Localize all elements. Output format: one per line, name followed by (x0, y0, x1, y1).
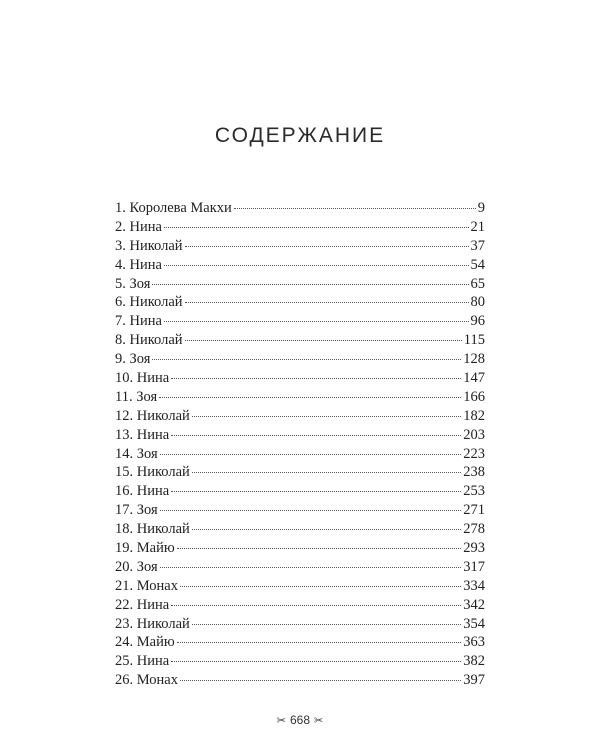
toc-entry[interactable] (115, 218, 485, 237)
dot-leader (185, 246, 469, 247)
toc-entry-page: 382 (463, 653, 485, 670)
toc-entry-page: 253 (463, 483, 485, 500)
toc-entry-page: 65 (470, 275, 485, 292)
dot-leader (171, 378, 461, 379)
toc-entry[interactable] (115, 633, 485, 652)
toc-entry-title: 19. Майю (115, 540, 175, 557)
toc-entry[interactable] (115, 445, 485, 464)
toc-entry-page: 147 (463, 370, 485, 387)
toc-entry-page: 238 (463, 464, 485, 481)
toc-entry-title: 6. Николай (115, 294, 183, 311)
toc-entry-title: 12. Николай (115, 407, 190, 424)
toc-entry-title: 7. Нина (115, 313, 162, 330)
dot-leader (192, 416, 461, 417)
toc-entry-page: 37 (470, 237, 485, 254)
toc-entry-title: 18. Николай (115, 521, 190, 538)
toc-entry-page: 9 (477, 200, 485, 216)
dot-leader (164, 227, 469, 228)
toc-entry[interactable] (115, 501, 485, 520)
toc-entry-title: 22. Нина (115, 596, 170, 613)
toc-entry-page: 115 (463, 332, 485, 349)
toc-entry-title: 16. Нина (115, 483, 170, 500)
dot-leader (180, 586, 461, 587)
page-title: СОДЕРЖАНИЕ (214, 124, 386, 147)
toc-entry[interactable] (115, 369, 485, 388)
toc-entry[interactable] (115, 615, 485, 634)
toc-entry-title: 14. Зоя (115, 445, 158, 462)
dot-leader (234, 208, 476, 209)
toc-entry-title: 26. Монах (115, 672, 178, 689)
dot-leader (152, 359, 461, 360)
dot-leader (160, 510, 462, 511)
toc-entry-page: 96 (470, 313, 485, 330)
toc-entry[interactable] (115, 482, 485, 501)
dot-leader (171, 491, 461, 492)
toc-entry-title: 4. Нина (115, 256, 162, 273)
toc-entry-title: 15. Николай (115, 464, 190, 481)
dot-leader (185, 302, 469, 303)
toc-entry[interactable] (115, 426, 485, 445)
toc-entry[interactable] (115, 388, 485, 407)
toc-entry-title: 9. Зоя (115, 351, 151, 368)
toc-entry-title: 21. Монах (115, 577, 178, 594)
dot-leader (192, 529, 461, 530)
toc-entry-page: 223 (463, 445, 485, 462)
toc-entry[interactable] (115, 558, 485, 577)
dot-leader (185, 340, 462, 341)
toc-entry-page: 128 (463, 351, 485, 368)
toc-entry-title: 10. Нина (115, 370, 170, 387)
table-of-contents (115, 199, 485, 690)
toc-entry-page: 363 (463, 634, 485, 651)
toc-entry[interactable] (115, 596, 485, 615)
toc-entry[interactable] (115, 463, 485, 482)
toc-entry-page: 21 (470, 218, 485, 235)
toc-entry-title: 3. Николай (115, 237, 183, 254)
toc-entry[interactable] (115, 577, 485, 596)
dot-leader (160, 454, 462, 455)
toc-entry-page: 166 (463, 388, 485, 405)
dot-leader (164, 321, 469, 322)
toc-entry-title: 24. Майю (115, 634, 175, 651)
toc-entry[interactable] (115, 275, 485, 294)
toc-entry[interactable] (115, 520, 485, 539)
toc-entry-title: 5. Зоя (115, 275, 151, 292)
toc-entry[interactable] (115, 331, 485, 350)
toc-entry-page: 342 (463, 596, 485, 613)
toc-entry[interactable] (115, 199, 485, 218)
dot-leader (180, 680, 461, 681)
toc-entry-title: 17. Зоя (115, 502, 158, 519)
toc-entry[interactable] (115, 652, 485, 671)
toc-entry[interactable] (115, 256, 485, 275)
dot-leader (171, 435, 461, 436)
toc-entry-page: 354 (463, 615, 485, 632)
toc-entry-title: 8. Николай (115, 332, 183, 349)
page-footer (0, 713, 600, 727)
toc-entry-title: 13. Нина (115, 426, 170, 443)
dot-leader (164, 265, 469, 266)
toc-entry-title: 1. Королева Макхи (115, 200, 232, 216)
toc-entry-page: 293 (463, 540, 485, 557)
toc-entry[interactable] (115, 539, 485, 558)
toc-entry-page: 271 (463, 502, 485, 519)
toc-entry-page: 278 (463, 521, 485, 538)
toc-entry-page: 334 (463, 577, 485, 594)
ornament-left-icon: ✂ (276, 714, 286, 727)
dot-leader (177, 548, 462, 549)
toc-entry[interactable] (115, 350, 485, 369)
dot-leader (159, 397, 461, 398)
toc-entry-page: 203 (463, 426, 485, 443)
toc-entry-title: 20. Зоя (115, 558, 158, 575)
toc-entry-page: 182 (463, 407, 485, 424)
toc-entry-page: 54 (470, 256, 485, 273)
toc-entry-title: 2. Нина (115, 218, 162, 235)
toc-entry-title: 11. Зоя (115, 388, 158, 405)
toc-entry-page: 80 (470, 294, 485, 311)
toc-entry-page: 317 (463, 558, 485, 575)
toc-entry[interactable] (115, 671, 485, 690)
ornament-right-icon: ✂ (314, 714, 324, 727)
dot-leader (171, 661, 461, 662)
toc-entry[interactable] (115, 293, 485, 312)
page-number: 668 (289, 713, 311, 727)
dot-leader (160, 567, 462, 568)
toc-entry[interactable] (115, 312, 485, 331)
toc-entry[interactable] (115, 237, 485, 256)
dot-leader (171, 605, 461, 606)
toc-entry-page: 397 (463, 672, 485, 689)
dot-leader (152, 284, 468, 285)
toc-entry-title: 25. Нина (115, 653, 170, 670)
dot-leader (177, 642, 462, 643)
toc-entry-title: 23. Николай (115, 615, 190, 632)
dot-leader (192, 472, 461, 473)
dot-leader (192, 624, 461, 625)
toc-entry[interactable] (115, 407, 485, 426)
